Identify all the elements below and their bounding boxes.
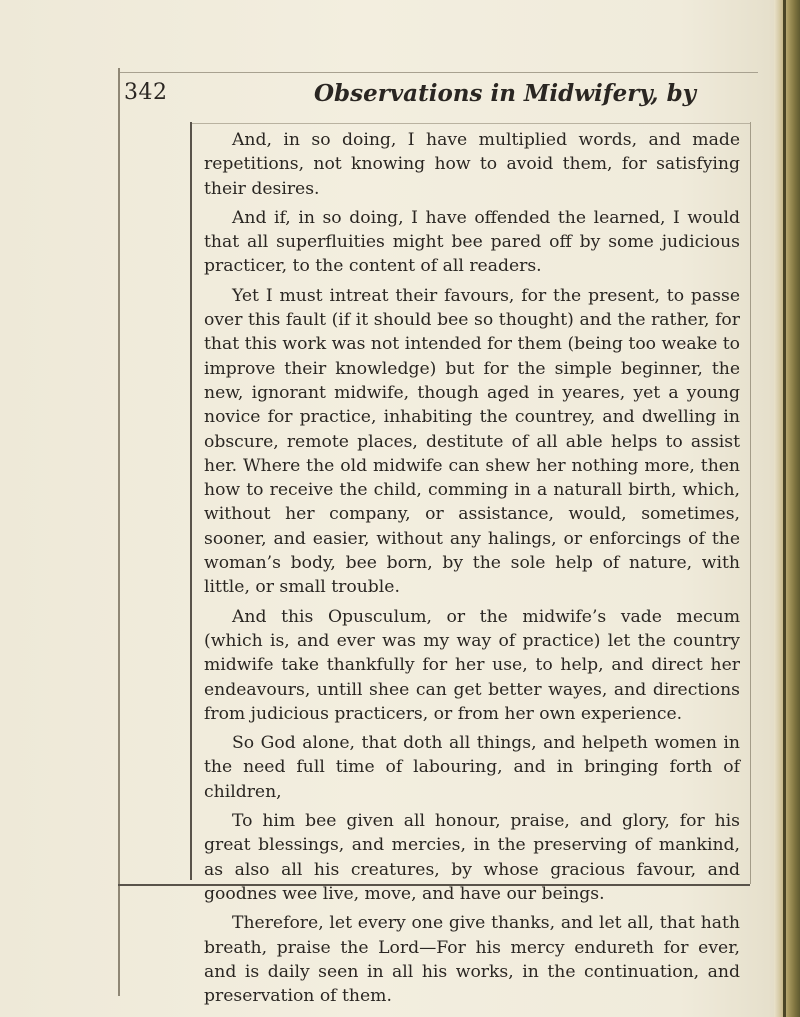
paragraph: So God alone, that doth all things, and helpeth women in the need full time of labouring, and in bringing forth of children, [204,733,740,802]
paragraph: And, in so doing, I have multiplied words, and made repetitions, not knowing how to avoid them, for satisfying their desires. [204,130,740,199]
running-title: Observations in Midwifery, by [314,80,697,107]
running-header [118,80,758,114]
gutter-line [783,0,786,1017]
text-left-rule [190,122,192,880]
text-top-rule [190,123,750,124]
page-number: 342 [124,80,168,105]
paragraph: To him bee given all honour, praise, and glory, for his great blessings, and mercies, in the preserving of mankind, as also all his creatures, by whose gracious favour, and goodnes wee live, move, and have our beings. [204,811,740,904]
text-right-rule [750,122,751,884]
page-gutter [774,0,800,1017]
paragraph: Yet I must intreat their favours, for the present, to passe over this fault (if it should bee so thought) and the rather, for that this work was not intended for them (being too weake to improve their knowledge) but for the simple beginner, the new, ignorant midwife, though aged in yeares, yet a young novice for practice, inhabiting the countrey, and dwelling in obscure, remote places, destitute of all able helps to assist her. Where the old midwife can shew her nothing more, then how to receive the child, comming in a naturall birth, which, without her company, or assistance, would, sometimes, sooner, and easier, without any halings, or enforcings of the woman’s body, bee born, by the sole help of nature, with little, or small trouble. [204,285,740,598]
paragraph: And this Opusculum, or the midwife’s vade mecum (which is, and ever was my way of practice) let the country midwife take thankfully for her use, to help, and direct her endeavours, untill shee can get better wayes, and directions from judicious practicers, or from her own experience. [204,606,740,724]
outer-frame-line [118,68,120,996]
paragraph: Therefore, let every one give thanks, and let all, that hath breath, praise the Lord—For his mercy endureth for ever, and is daily seen in all his works, in the continuation, and preservation of them. [204,913,740,1007]
paragraph: And if, in so doing, I have offended the learned, I would that all superfluities might bee pared off by some judicious practicer, to the content of all readers. [204,207,740,277]
header-rule [118,72,758,73]
body-text [204,128,740,1013]
